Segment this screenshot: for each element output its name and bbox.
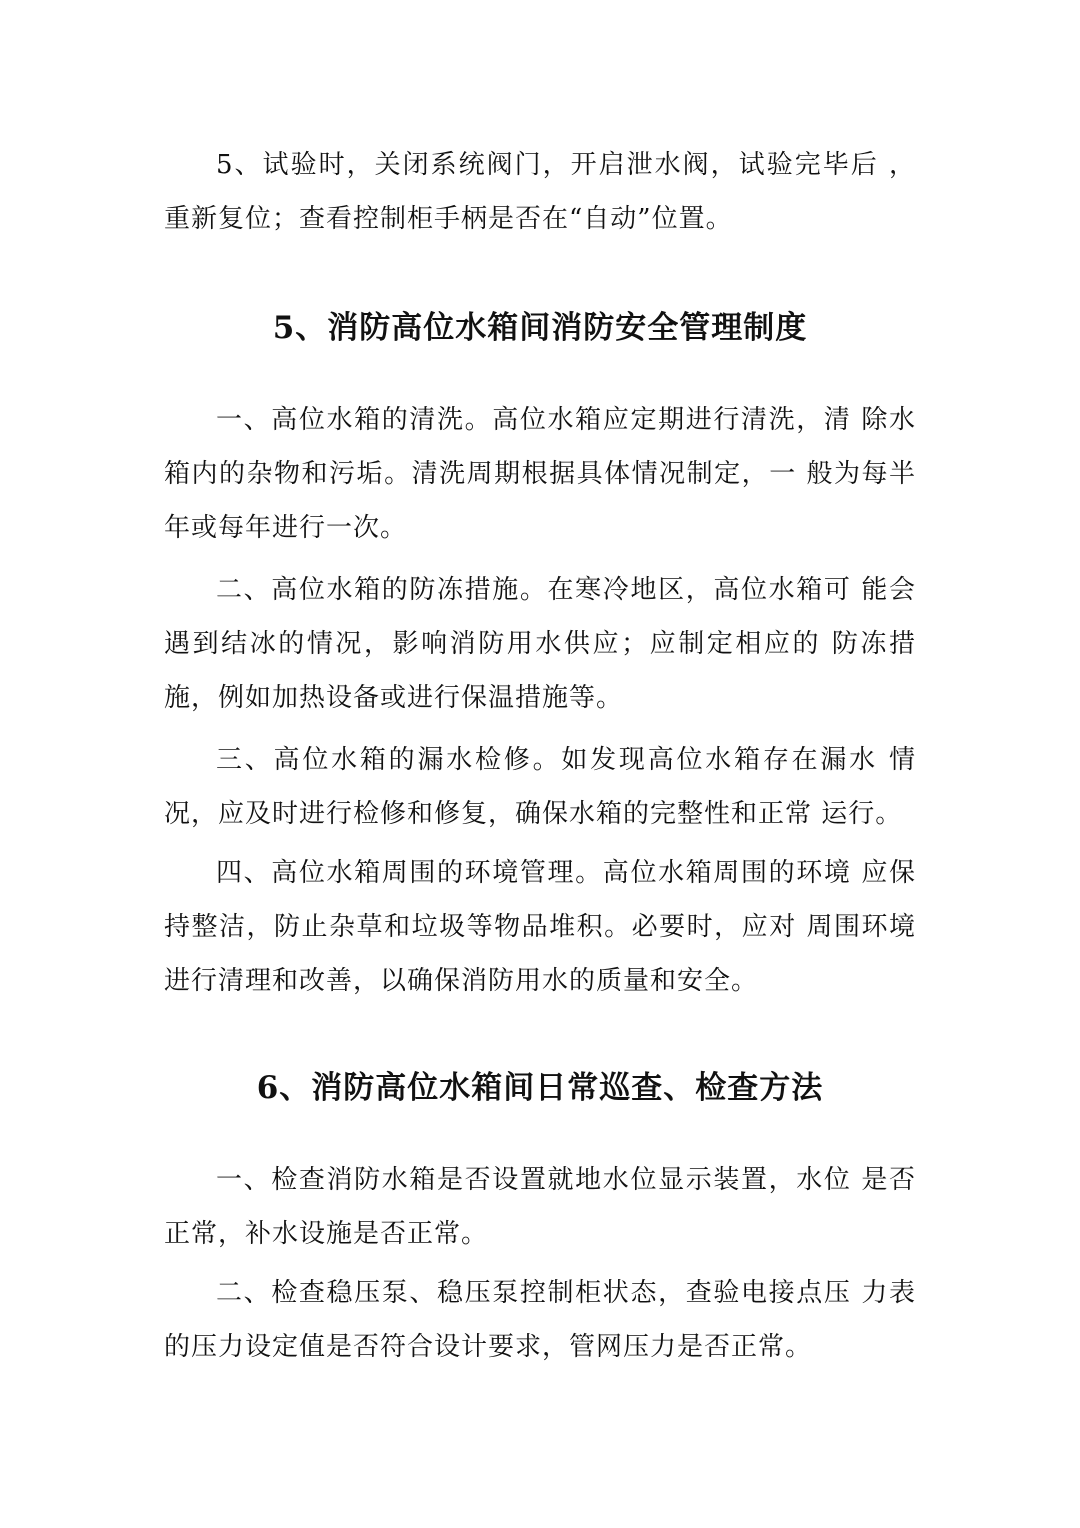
section-6-paragraph-2: 二、检查稳压泵、稳压泵控制柜状态，查验电接点压 力表的压力设定值是否符合设计要求，管网压力是否正常。	[164, 1278, 916, 1362]
section-5-title: 5、消防高位水箱间消防安全管理制度	[272, 310, 808, 346]
section-6-title: 6、消防高位水箱间日常巡查、检查方法	[256, 1070, 824, 1106]
section-5-paragraph-3: 三、高位水箱的漏水检修。如发现高位水箱存在漏水 情况，应及时进行检修和修复，确保水箱的完整性和正常 运行。	[164, 745, 916, 829]
section-5-paragraph-4: 四、高位水箱周围的环境管理。高位水箱周围的环境 应保持整洁，防止杂草和垃圾等物品堆积。必要时，应对 周围环境进行清理和改善，以确保消防用水的质量和安全。	[164, 858, 916, 996]
section-5-paragraph-2: 二、高位水箱的防冻措施。在寒冷地区，高位水箱可 能会遇到结冰的情况，影响消防用水供应；应制定相应的 防冻措施，例如加热设备或进行保温措施等。	[164, 575, 916, 713]
section-6-paragraph-1: 一、检查消防水箱是否设置就地水位显示装置，水位 是否正常，补水设施是否正常。	[164, 1165, 916, 1249]
intro-paragraph: 5、试验时，关闭系统阀门，开启泄水阀，试验完毕后 ，重新复位；查看控制柜手柄是否在“自动”位置。	[164, 150, 916, 234]
section-5-paragraph-1: 一、高位水箱的清洗。高位水箱应定期进行清洗，清 除水箱内的杂物和污垢。清洗周期根据具体情况制定，一 般为每半年或每年进行一次。	[164, 405, 916, 543]
